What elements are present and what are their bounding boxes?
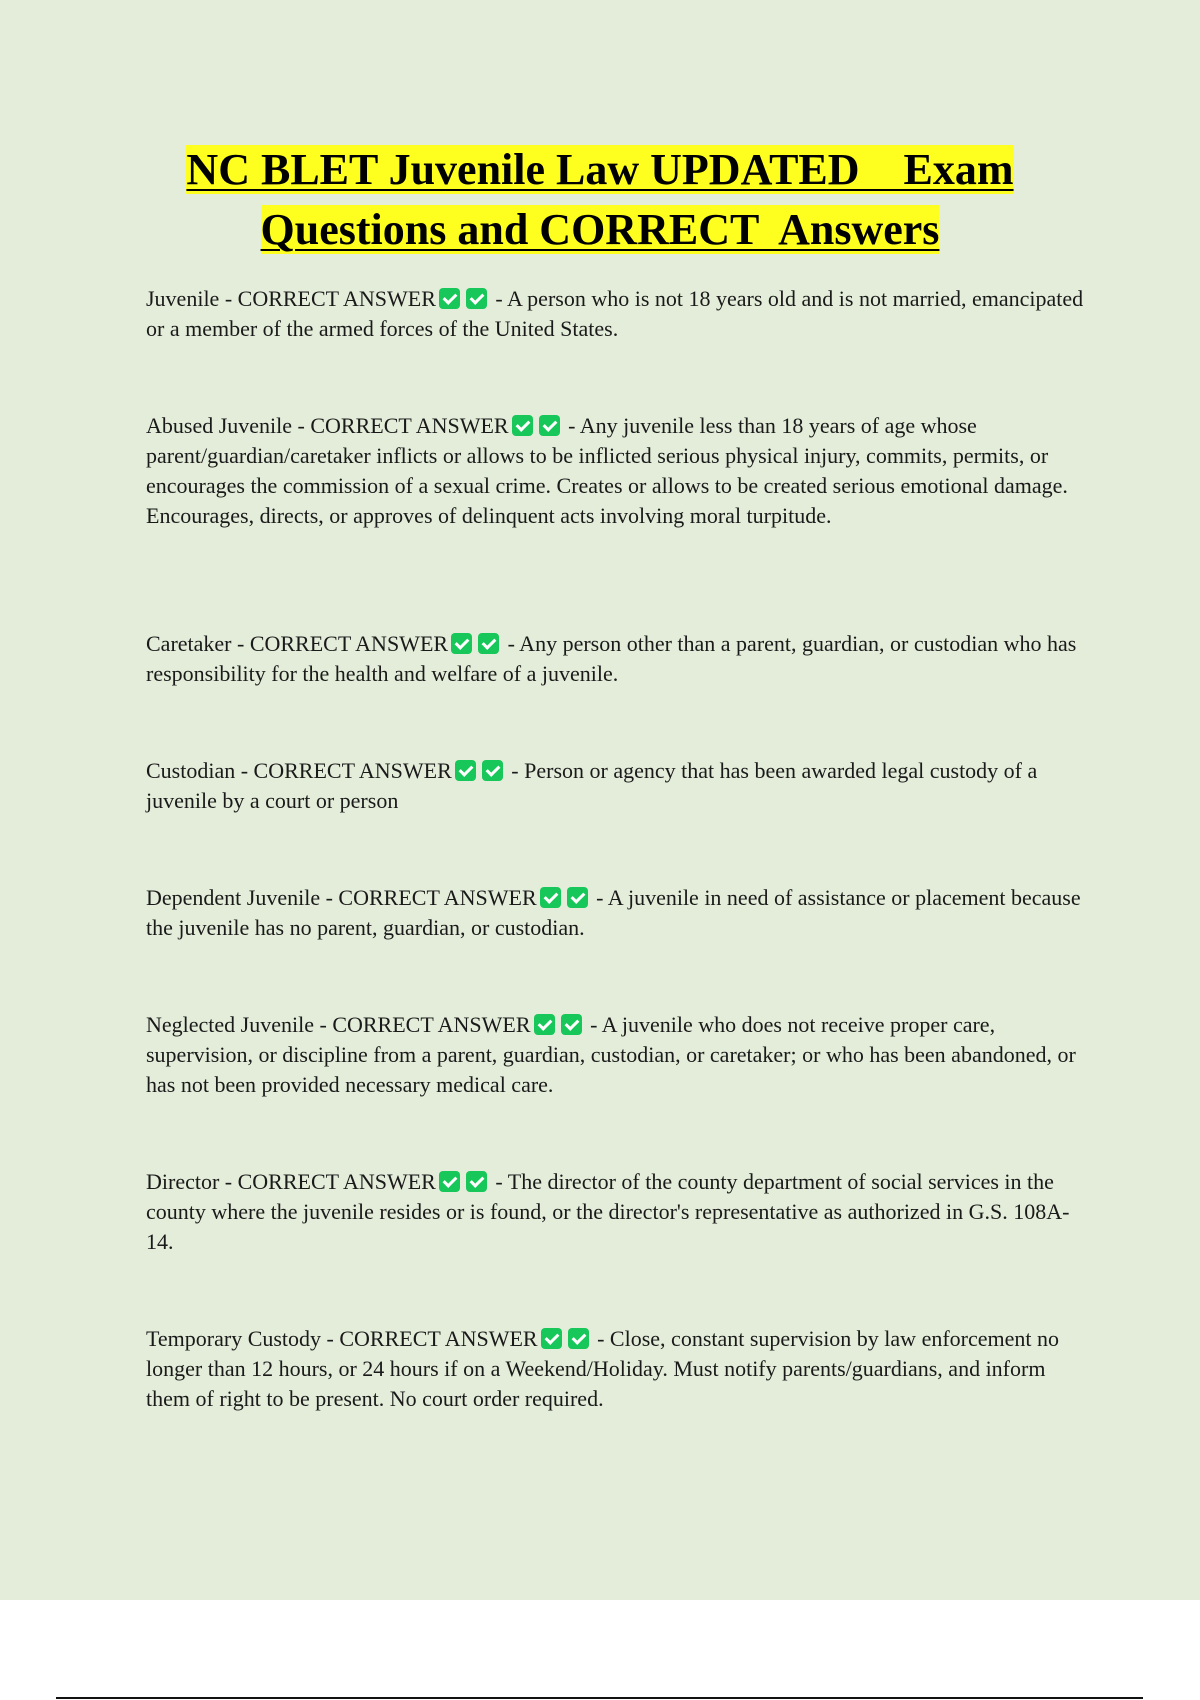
document-title: [120, 140, 1080, 260]
entry-definition: - Person or agency that has been awarded legal custody of a juvenile by a court or person: [146, 758, 1038, 813]
check-mark-icon: [466, 288, 487, 309]
entry-definition: - Any person other than a parent, guardian, or custodian who has responsibility for the health and welfare of a juvenile.: [146, 631, 1077, 686]
entry-definition: - A juvenile in need of assistance or placement because the juvenile has no parent, guardian, or custodian.: [146, 885, 1081, 940]
title-line-1: NC BLET Juvenile Law UPDATED Exam: [186, 145, 1014, 194]
entry-term: Caretaker - CORRECT ANSWER: [146, 631, 449, 656]
check-mark-icon: [539, 415, 560, 436]
entry-neglected-juvenile: [146, 1010, 1086, 1100]
entry-term: Neglected Juvenile - CORRECT ANSWER: [146, 1012, 531, 1037]
entry-dependent-juvenile: [146, 883, 1086, 943]
check-mark-icon: [478, 633, 499, 654]
entry-definition: - A person who is not 18 years old and is not married, emancipated or a member of the armed forces of the United States.: [146, 286, 1084, 341]
check-mark-icon: [439, 1171, 460, 1192]
check-mark-icon: [455, 760, 476, 781]
entry-caretaker: [146, 629, 1086, 689]
entry-definition: - The director of the county department of social services in the county where the juvenile resides or is found, or the director's representative as authorized in G.S. 108A-14.: [146, 1169, 1070, 1254]
check-mark-icon: [561, 1014, 582, 1035]
entry-definition: - A juvenile who does not receive proper care, supervision, or discipline from a parent, guardian, custodian, or caretaker; or who has been abandoned, or has not been provided necessary medical care.: [146, 1012, 1076, 1097]
check-mark-icon: [512, 415, 533, 436]
entry-definition: - Any juvenile less than 18 years of age whose parent/guardian/caretaker inflicts or allows to be inflicted serious physical injury, commits, permits, or encourages the commission of a sexual crime. Creates or allows to be created serious emotional damage. Encourages, directs, or approves of delinquent acts involving moral turpitude.: [146, 413, 1068, 528]
check-mark-icon: [567, 887, 588, 908]
entry-term: Dependent Juvenile - CORRECT ANSWER: [146, 885, 537, 910]
check-mark-icon: [482, 760, 503, 781]
check-mark-icon: [451, 633, 472, 654]
check-mark-icon: [534, 1014, 555, 1035]
entry-term: Abused Juvenile - CORRECT ANSWER: [146, 413, 509, 438]
footer-divider: [56, 1697, 1143, 1699]
entry-abused-juvenile: [146, 411, 1086, 531]
entry-juvenile: [146, 284, 1086, 344]
title-line-2: Questions and CORRECT Answers: [260, 205, 940, 254]
entry-director: [146, 1167, 1086, 1257]
check-mark-icon: [439, 288, 460, 309]
entry-custodian: [146, 756, 1086, 816]
entry-definition: - Close, constant supervision by law enforcement no longer than 12 hours, or 24 hours if on a Weekend/Holiday. Must notify parents/guardians, and inform them of right to be present. No court order required.: [146, 1326, 1060, 1411]
check-mark-icon: [541, 1328, 562, 1349]
entry-term: Custodian - CORRECT ANSWER: [146, 758, 452, 783]
entry-term: Director - CORRECT ANSWER: [146, 1169, 436, 1194]
check-mark-icon: [540, 887, 561, 908]
check-mark-icon: [568, 1328, 589, 1349]
entry-temporary-custody: [146, 1324, 1086, 1414]
entry-term: Juvenile - CORRECT ANSWER: [146, 286, 436, 311]
check-mark-icon: [466, 1171, 487, 1192]
entry-term: Temporary Custody - CORRECT ANSWER: [146, 1326, 538, 1351]
